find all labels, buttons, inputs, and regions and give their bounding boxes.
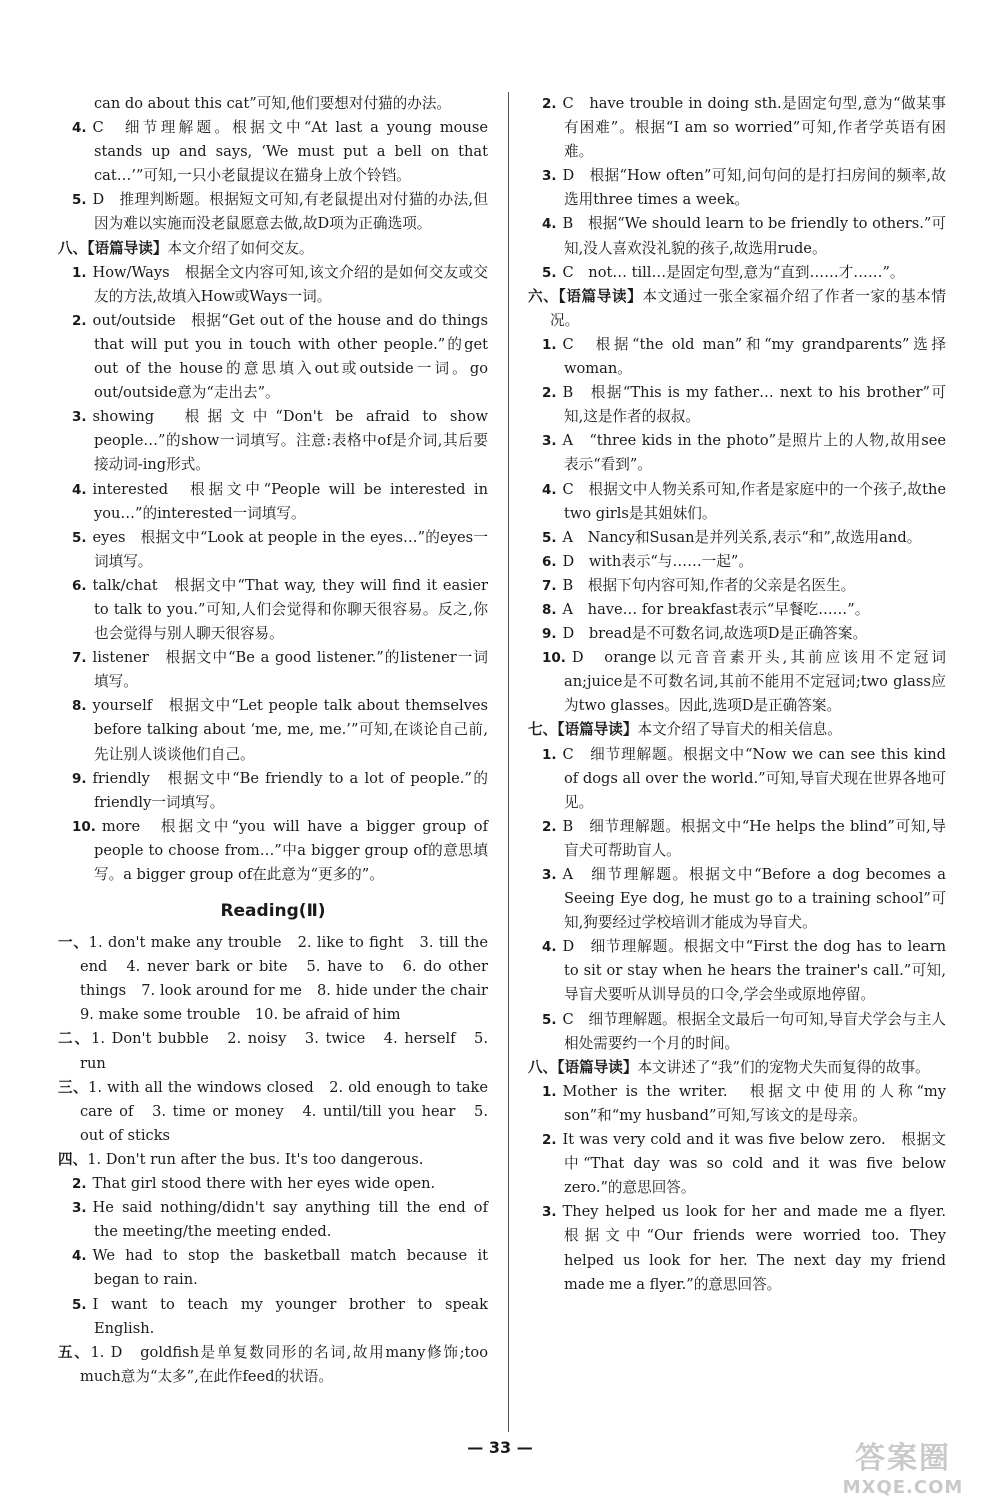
right-column: [528, 92, 961, 1297]
item-text: out/outside 根据“Get out of the house and do things that will put you in touch with other people.”的get out of the house的意思填入out或outside一词。go out/outside意为“走出去”。: [92, 311, 488, 402]
item-number: 3.: [542, 168, 557, 185]
answer-item: [58, 1244, 488, 1292]
section-heading: Reading(Ⅱ): [220, 901, 326, 922]
answer-item: [528, 574, 946, 598]
passage-guide-label: 【语篇导读】: [557, 1058, 638, 1076]
item-text: B 根据“This is my father… next to his brother”可知,这是作者的叔叔。: [562, 384, 946, 426]
item-number: 1.: [72, 264, 87, 281]
item-number: 8.: [72, 698, 87, 715]
item-text: They helped us look for her and made me a flyer. 根据文中“Our friends were worried too. They helped us look for her. The next day my friend made me a flyer.”的意思回答。: [562, 1203, 961, 1293]
section-text: 本文介绍了导盲犬的相关信息。: [637, 721, 842, 739]
section-label: 二、: [58, 1030, 92, 1048]
item-number: 5.: [542, 529, 557, 546]
section-text: 1. D goldfish是单复数同形的名词,故用many修饰;too much意为“太多”,在此作feed的状语。: [80, 1343, 488, 1385]
answer-continuation: can do about this cat”可知,他们要想对付猫的办法。: [94, 95, 452, 112]
item-text: A “three kids in the photo”是照片上的人物,故用see表示“看到”。: [562, 432, 946, 474]
answer-item: [58, 1293, 488, 1341]
answer-item: [528, 1128, 946, 1200]
answer-item: [58, 309, 488, 405]
answer-item: [58, 767, 488, 815]
answer-item: [528, 550, 946, 574]
answer-item: [58, 815, 488, 887]
item-number: 2.: [72, 1176, 87, 1193]
item-text: C have trouble in doing sth.是固定句型,意为“做某事有困难”。根据“I am so worried”可知,作者学英语有困难。: [562, 95, 946, 161]
item-number: 6.: [542, 553, 557, 570]
item-number: 10.: [72, 818, 96, 835]
answer-item: [58, 188, 488, 236]
item-text: D orange以元音音素开头,其前应该用不定冠词an;juice是不可数名词,其前不能用不定冠词;two glass应为two glasses。因此,选项D是正确答案。: [564, 649, 946, 715]
answer-item: [528, 1200, 961, 1296]
item-number: 4.: [72, 120, 87, 137]
item-number: 5.: [542, 1011, 557, 1028]
section-label: 八、: [528, 1058, 558, 1076]
item-number: 1.: [542, 746, 557, 763]
answer-item: [528, 333, 946, 381]
item-text: C 细节理解题。根据文中“At last a young mouse stands up and says, ‘We must put a bell on that cat…’”可知,一只小老鼠提议在猫身上放个铃铛。: [92, 119, 488, 185]
item-number: 9.: [542, 626, 557, 643]
item-text: A 细节理解题。根据文中“Before a dog becomes a Seeing Eye dog, he must go to a training school”可知,狗要经过学校培训才能成为导盲犬。: [562, 866, 946, 932]
section-label: 五、: [58, 1343, 91, 1361]
item-number: 2.: [72, 312, 87, 329]
section-text: 本文讲述了“我”们的宠物犬失而复得的故事。: [637, 1058, 930, 1076]
item-number: 2.: [542, 96, 557, 112]
answer-item: [58, 116, 488, 188]
section-text: 1. Don't bubble 2. noisy 3. twice 4. herself 5. run: [80, 1030, 488, 1072]
item-number: 2.: [542, 818, 557, 835]
section-label: 四、: [58, 1150, 88, 1168]
passage-guide-label: 【语篇导读】: [557, 721, 638, 739]
item-number: 3.: [72, 1200, 87, 1217]
item-number: 3.: [542, 867, 557, 883]
passage-guide-label: 【语篇导读】: [558, 287, 643, 305]
section-text: 1. with all the windows closed 2. old enough to take care of 3. time or money 4. until/till you hear 5. out of sticks: [80, 1078, 488, 1144]
item-number: 4.: [542, 939, 557, 956]
item-text: He said nothing/didn't say anything till the end of the meeting/the meeting ended.: [92, 1199, 488, 1241]
item-number: 1.: [542, 1083, 557, 1100]
item-number: 3.: [72, 409, 87, 426]
item-number: 3.: [542, 1204, 557, 1221]
item-number: 8.: [542, 601, 557, 618]
section-label: 一、: [58, 934, 89, 952]
item-text: It was very cold and it was five below zero. 根据文中“That day was so cold and it was five below zero.”的意思回答。: [562, 1131, 946, 1197]
section-label: 三、: [58, 1078, 89, 1096]
item-text: D with表示“与……一起”。: [562, 552, 753, 570]
section-entry: [58, 237, 488, 261]
item-text: How/Ways 根据全文内容可知,该文介绍的是如何交友或交友的方法,故填入How或Ways一词。: [92, 263, 488, 305]
watermark-logo-text: 答案圈: [855, 1441, 951, 1476]
item-text: more 根据文中“you will have a bigger group of people to choose from…”中a bigger group of的意思填写。a bigger group of在此意为“更多的”。: [94, 817, 488, 883]
item-text: I want to teach my younger brother to speak English.: [92, 1295, 488, 1337]
item-number: 2.: [542, 1132, 557, 1149]
section-entry: [528, 1056, 946, 1080]
answer-item: [528, 526, 946, 550]
answer-item: [528, 381, 946, 429]
item-text: friendly 根据文中“Be friendly to a lot of people.”的friendly一词填写。: [92, 769, 488, 811]
watermark-url: MXQE.COM: [842, 1477, 964, 1498]
item-text: C 根据文中人物关系可知,作者是家庭中的一个孩子,故the two girls是其姐妹们。: [562, 480, 946, 522]
item-number: 5.: [72, 1296, 87, 1313]
item-text: D 细节理解题。根据文中“First the dog has to learn to sit or stay when he hears the trainer's call.”可知,导盲犬要听从训导员的口令,学会坐或原地停留。: [562, 938, 946, 1004]
item-number: 4.: [72, 481, 87, 498]
section-text: 本文介绍了如何交友。: [167, 239, 314, 257]
item-number: 5.: [542, 264, 557, 281]
item-text: talk/chat 根据文中“That way, they will find it easier to talk to you.”可知,人们会觉得和你聊天很容易。反之,你也会觉得与别人聊天很容易。: [92, 576, 488, 643]
answer-item: [58, 526, 488, 574]
answer-item: [58, 1196, 488, 1244]
section-entry: [58, 1148, 488, 1172]
passage-guide-label: 【语篇导读】: [87, 239, 168, 257]
item-text: eyes 根据文中“Look at people in the eyes…”的eyes一词填写。: [92, 528, 488, 570]
item-number: 5.: [72, 529, 87, 546]
answer-item: [528, 863, 946, 935]
item-text: B 根据下句内容可知,作者的父亲是名医生。: [562, 576, 856, 594]
left-column: [58, 92, 503, 1389]
answer-item: [528, 1008, 946, 1056]
item-number: 6.: [72, 577, 87, 594]
item-text: A have… for breakfast表示“早餐吃……”。: [562, 600, 870, 618]
item-number: 2.: [542, 385, 557, 402]
answer-item: [528, 478, 946, 526]
item-text: B 细节理解题。根据文中“He helps the blind”可知,导盲犬可帮助盲人。: [562, 817, 946, 859]
item-number: 4.: [542, 481, 557, 498]
answer-item: [58, 478, 488, 526]
section-label: 六、: [528, 287, 559, 305]
item-text: C 细节理解题。根据全文最后一句可知,导盲犬学会与主人相处需要约一个月的时间。: [562, 1010, 946, 1052]
section-entry: [58, 1027, 488, 1075]
section-entry: [528, 718, 946, 742]
item-number: 7.: [72, 650, 87, 667]
answer-item: [528, 815, 946, 863]
item-text: D 推理判断题。根据短文可知,有老鼠提出对付猫的办法,但因为难以实施而没老鼠愿意去做,故D项为正确选项。: [92, 191, 488, 233]
section-entry: [58, 931, 503, 1027]
column-divider: [508, 92, 509, 1432]
answer-item: [528, 622, 946, 646]
watermark-logo: [828, 1433, 978, 1503]
item-number: 9.: [72, 770, 87, 787]
section-text: 1. don't make any trouble 2. like to fight 3. till the end 4. never bark or bite 5. have to 6. do other things 7. look around for me 8. hide under the chair 9. make some trouble 10. be afraid of him: [80, 934, 503, 1024]
item-text: D bread是不可数名词,故选项D是正确答案。: [562, 625, 868, 643]
answer-item: [528, 598, 946, 622]
section-text: 1. Don't run after the bus. It's too dangerous.: [87, 1150, 424, 1168]
section-entry: [58, 1341, 488, 1389]
answer-item: [58, 646, 488, 694]
section-entry: [58, 1076, 488, 1148]
answer-item: [528, 212, 946, 260]
answer-item: [528, 429, 946, 477]
item-text: That girl stood there with her eyes wide open.: [92, 1175, 436, 1193]
section-label: 八、: [58, 239, 88, 257]
item-number: 4.: [542, 216, 557, 233]
item-text: interested 根据文中“People will be interested in you…”的interested一词填写。: [92, 480, 488, 522]
answer-item: [528, 743, 946, 815]
answer-item: [58, 405, 488, 477]
item-number: 7.: [542, 577, 557, 594]
item-number: 5.: [72, 192, 87, 209]
section-text: 本文通过一张全家福介绍了作者一家的基本情况。: [550, 287, 946, 329]
page-number: — 33 —: [467, 1438, 533, 1457]
answer-item: [528, 1080, 946, 1128]
answer-item: [58, 574, 488, 646]
item-text: yourself 根据文中“Let people talk about themselves before talking about ‘me, me, me.’”可知,在谈论自己前,先让别人谈谈他们自己。: [92, 697, 488, 763]
item-text: B 根据“We should learn to be friendly to others.”可知,没人喜欢没礼貌的孩子,故选用rude。: [562, 215, 946, 257]
item-text: C not… till…是固定句型,意为“直到……才……”。: [562, 263, 905, 281]
answer-item: [528, 164, 946, 212]
item-number: 1.: [542, 336, 557, 353]
item-number: 3.: [542, 433, 557, 450]
answer-item: [58, 261, 488, 309]
answer-item: [58, 694, 488, 766]
item-text: listener 根据文中“Be a good listener.”的listener一词填写。: [92, 649, 488, 691]
item-text: A Nancy和Susan是并列关系,表示“和”,故选用and。: [562, 528, 922, 546]
item-text: We had to stop the basketball match because it began to rain.: [92, 1247, 488, 1289]
item-text: Mother is the writer. 根据文中使用的人称“my son”和“my husband”可知,写该文的是母亲。: [562, 1082, 946, 1124]
item-text: showing 根据文中“Don't be afraid to show people…”的show一词填写。注意:表格中of是介词,其后要接动词-ing形式。: [92, 408, 488, 474]
answer-item: [58, 1172, 488, 1196]
item-text: C 根据“the old man”和“my grandparents”选择woman。: [562, 335, 946, 378]
item-text: C 细节理解题。根据文中“Now we can see this kind of dogs all over the world.”可知,导盲犬现在世界各地可见。: [562, 745, 946, 811]
answer-item: [528, 646, 946, 718]
answer-item: [528, 92, 946, 164]
item-number: 10.: [542, 650, 566, 667]
item-number: 4.: [72, 1248, 87, 1265]
item-text: D 根据“How often”可知,问句问的是打扫房间的频率,故选用three times a week。: [562, 167, 946, 209]
section-label: 七、: [528, 721, 558, 739]
section-entry: [528, 285, 946, 333]
answer-item: [528, 935, 946, 1007]
answer-item: [528, 261, 946, 285]
